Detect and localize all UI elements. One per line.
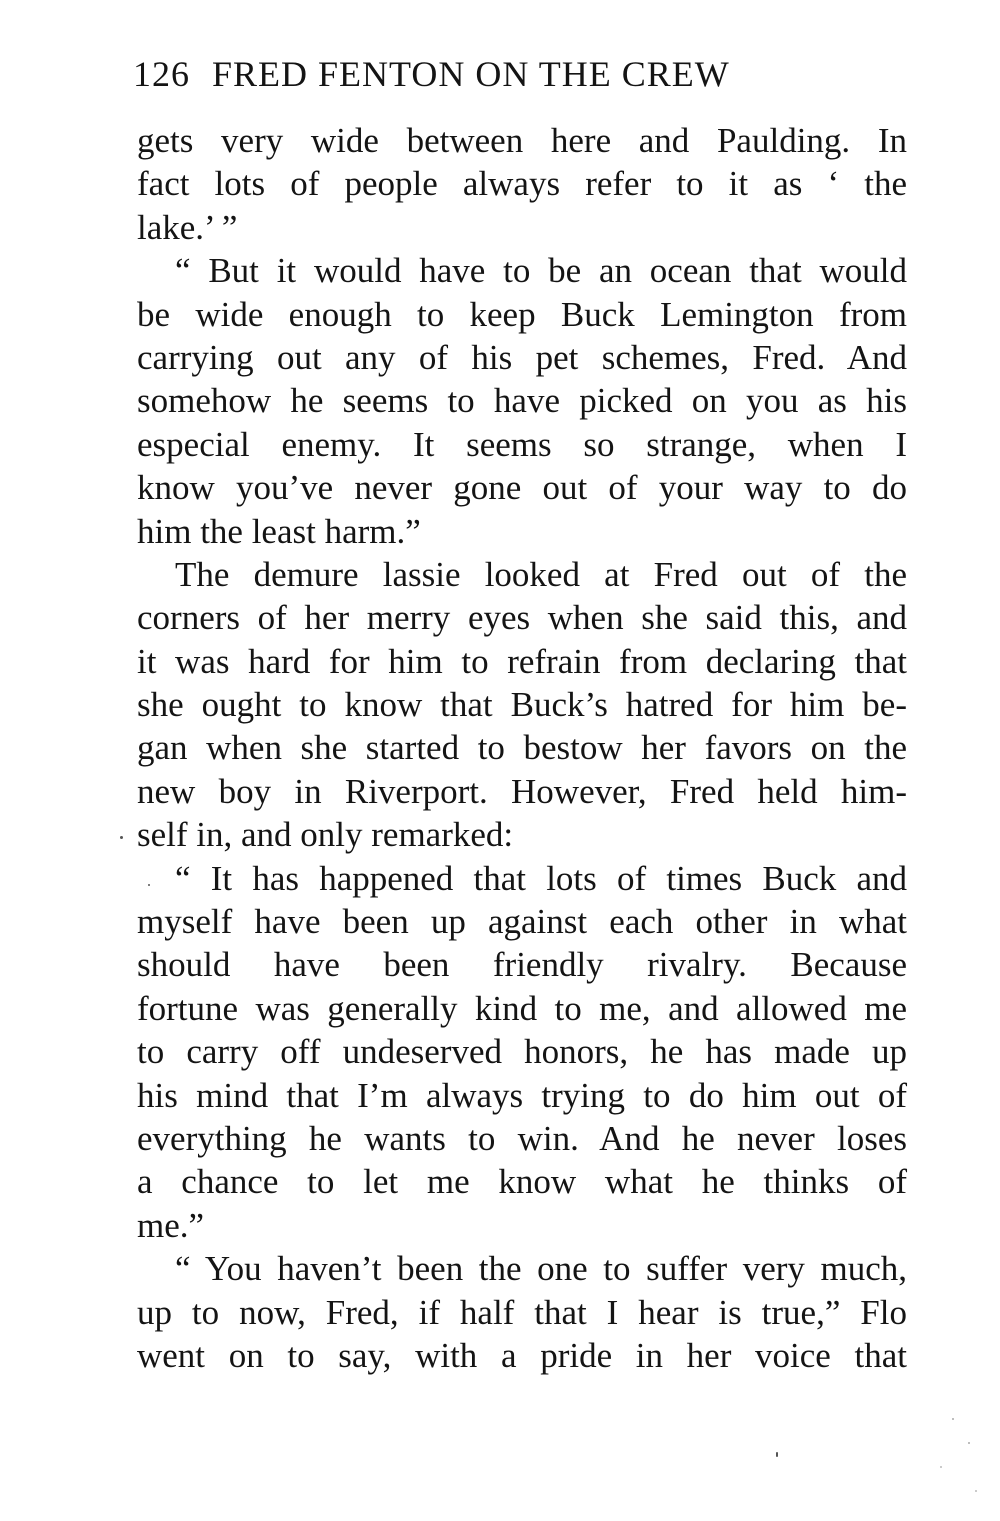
text-line: somehow he seems to have picked on you as his	[137, 381, 907, 421]
body-text	[137, 119, 907, 1377]
scan-speck	[776, 1452, 778, 1457]
text-line: went on to say, with a pride in her voice that	[137, 1335, 907, 1375]
text-line: fortune was generally kind to me, and allowed me	[137, 988, 907, 1028]
text-line: especial enemy. It seems so strange, when I	[137, 424, 907, 464]
text-line: lake.’ ”	[137, 207, 238, 247]
text-line: him the least harm.”	[137, 511, 421, 551]
scan-speck	[975, 1490, 977, 1492]
scan-speck	[940, 1466, 942, 1468]
running-title: FRED FENTON ON THE CREW	[212, 54, 730, 94]
text-line: should have been friendly rivalry. Because	[137, 945, 907, 985]
text-line: “ You haven’t been the one to suffer very much,	[175, 1249, 907, 1289]
text-line: myself have been up against each other in what	[137, 902, 907, 942]
text-line: “ It has happened that lots of times Buck and	[175, 858, 907, 898]
text-line: it was hard for him to refrain from declaring that	[137, 641, 907, 681]
text-line: The demure lassie looked at Fred out of the	[175, 554, 907, 594]
scan-speck	[952, 1418, 954, 1420]
text-line: carrying out any of his pet schemes, Fred. And	[137, 337, 907, 377]
running-head	[133, 52, 833, 96]
text-line: fact lots of people always refer to it as ‘ the	[137, 164, 907, 204]
scan-speck	[148, 884, 150, 886]
text-line: up to now, Fred, if half that I hear is true,” Flo	[137, 1292, 907, 1332]
page-number: 126	[133, 54, 190, 94]
text-line: everything he wants to win. And he never loses	[137, 1118, 907, 1158]
scan-speck	[968, 1442, 970, 1444]
text-line: me.”	[137, 1205, 205, 1245]
text-line: she ought to know that Buck’s hatred for him be-	[137, 685, 907, 725]
scan-speck	[120, 836, 123, 839]
text-line: know you’ve never gone out of your way to do	[137, 468, 907, 508]
text-line: a chance to let me know what he thinks of	[137, 1162, 907, 1202]
text-line: “ But it would have to be an ocean that would	[175, 251, 907, 291]
text-line: gan when she started to bestow her favors on the	[137, 728, 907, 768]
text-line: his mind that I’m always trying to do him out of	[137, 1075, 907, 1115]
text-line: gets very wide between here and Paulding. In	[137, 121, 907, 160]
text-line: be wide enough to keep Buck Lemington from	[137, 294, 907, 334]
text-line: to carry off undeserved honors, he has made up	[137, 1032, 907, 1072]
text-line: new boy in Riverport. However, Fred held him-	[137, 771, 907, 811]
text-line: corners of her merry eyes when she said this, and	[137, 598, 907, 638]
text-line: self in, and only remarked:	[137, 815, 514, 855]
